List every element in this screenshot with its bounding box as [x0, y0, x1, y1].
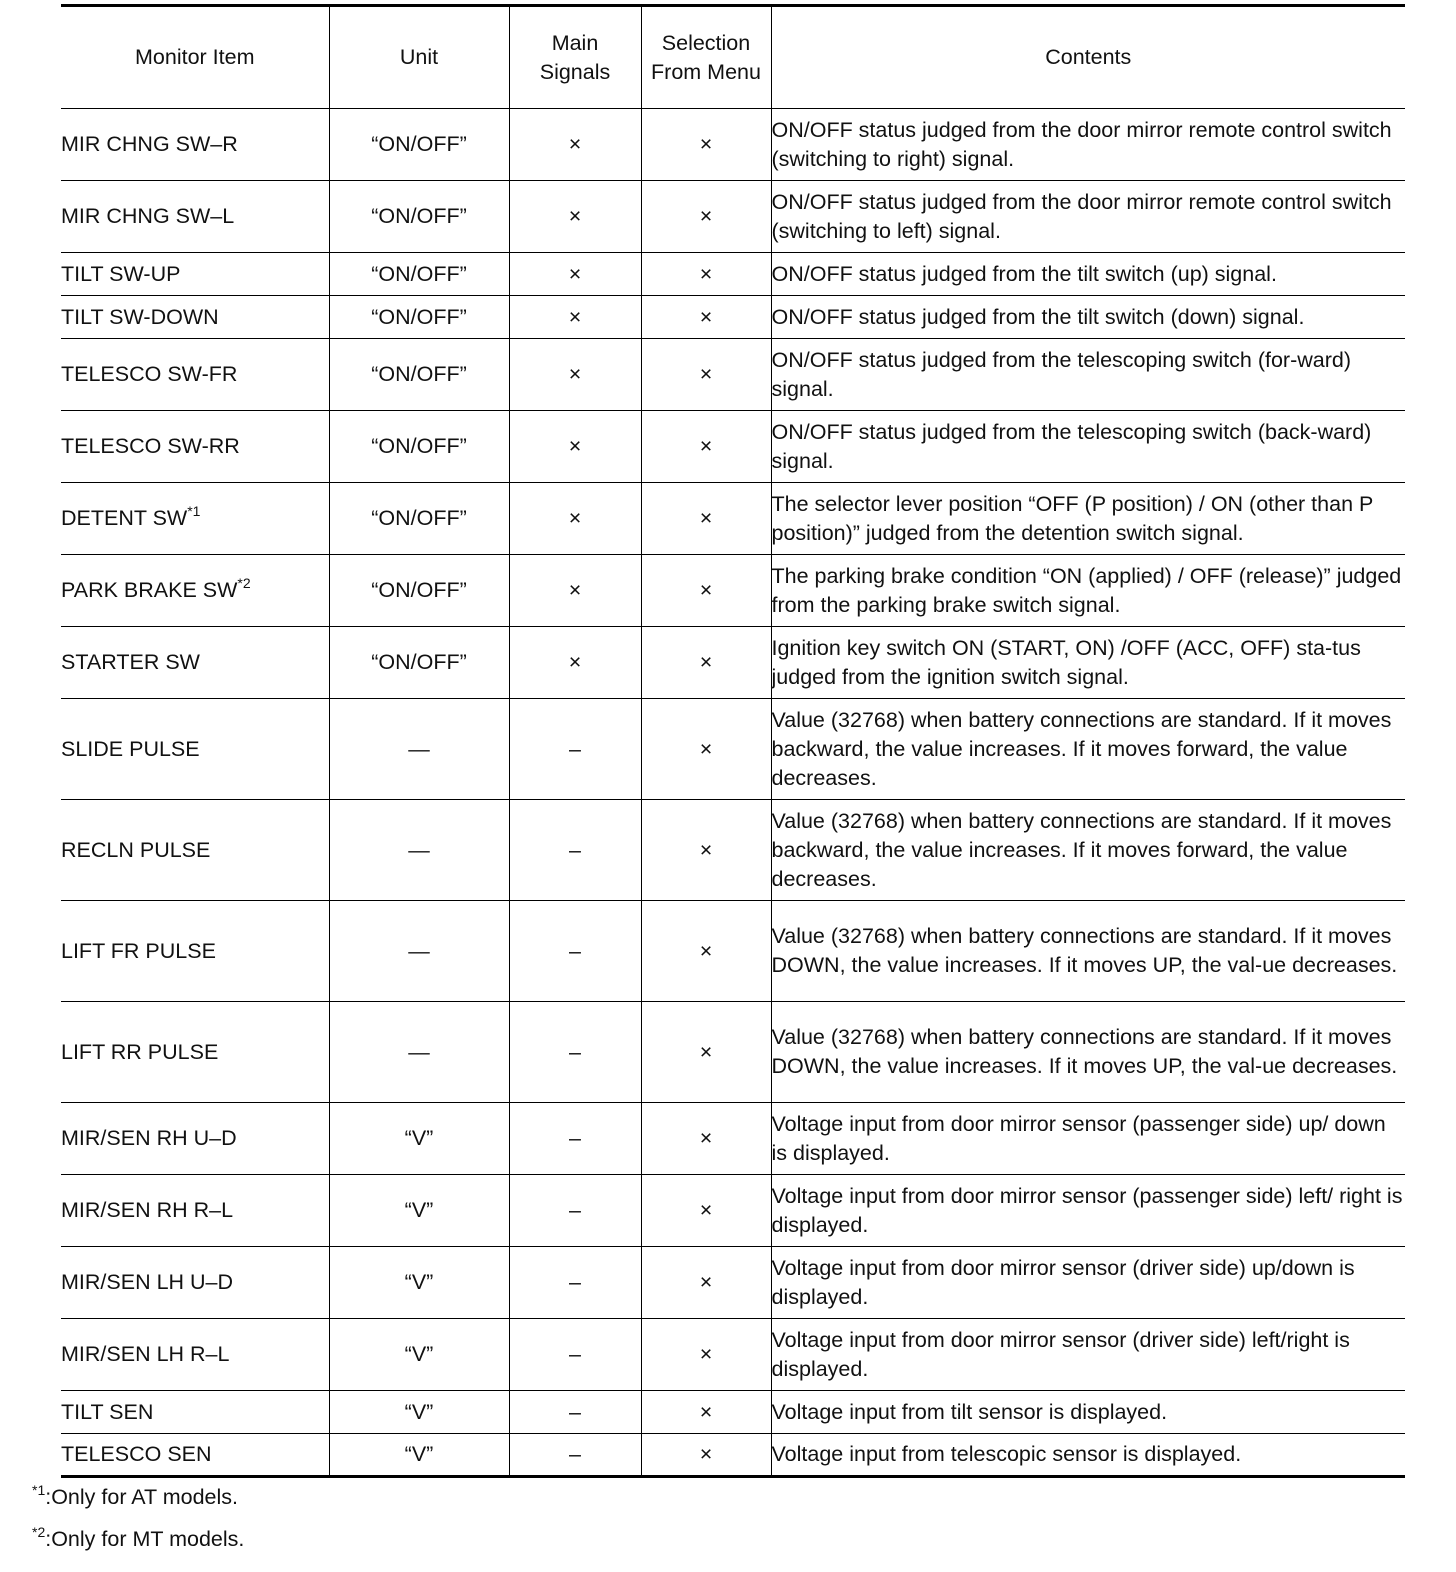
contents-cell: Voltage input from door mirror sensor (driver side) left/right is displayed.: [771, 1319, 1405, 1391]
table-row: [61, 339, 1405, 411]
unit-cell: —: [329, 699, 509, 800]
selection-cell: ×: [641, 901, 771, 1002]
contents-cell: ON/OFF status judged from the door mirror remote control switch (switching to left) signal.: [771, 181, 1405, 253]
table-row: [61, 253, 1405, 296]
table-row: [61, 555, 1405, 627]
main-signals-cell: –: [509, 699, 641, 800]
footnote-mt-models: [32, 1525, 244, 1554]
contents-cell: ON/OFF status judged from the telescoping switch (for-ward) signal.: [771, 339, 1405, 411]
table-row: [61, 1175, 1405, 1247]
selection-cell: ×: [641, 181, 771, 253]
main-signals-cell: ×: [509, 253, 641, 296]
selection-cell: ×: [641, 296, 771, 339]
unit-cell: “ON/OFF”: [329, 253, 509, 296]
selection-cell: ×: [641, 1434, 771, 1477]
selection-cell: ×: [641, 1175, 771, 1247]
monitor-item-cell: TELESCO SW-FR: [61, 339, 329, 411]
header-unit: Unit: [329, 6, 509, 109]
monitor-item-table: [61, 4, 1405, 1478]
main-signals-cell: ×: [509, 411, 641, 483]
table-row: [61, 699, 1405, 800]
unit-cell: “ON/OFF”: [329, 339, 509, 411]
table-row: [61, 1247, 1405, 1319]
table-row: [61, 109, 1405, 181]
main-signals-cell: –: [509, 1391, 641, 1434]
monitor-item-cell: MIR/SEN LH U–D: [61, 1247, 329, 1319]
main-signals-cell: ×: [509, 483, 641, 555]
main-signals-cell: ×: [509, 109, 641, 181]
unit-cell: —: [329, 1002, 509, 1103]
table-row: [61, 1391, 1405, 1434]
contents-cell: Voltage input from telescopic sensor is displayed.: [771, 1434, 1405, 1477]
selection-cell: ×: [641, 1002, 771, 1103]
header-selection-from-menu: Selection From Menu: [641, 6, 771, 109]
table-row: [61, 483, 1405, 555]
selection-cell: ×: [641, 339, 771, 411]
main-signals-cell: ×: [509, 627, 641, 699]
monitor-item-cell: TILT SW-UP: [61, 253, 329, 296]
unit-cell: “V”: [329, 1319, 509, 1391]
unit-cell: “ON/OFF”: [329, 627, 509, 699]
table-row: [61, 627, 1405, 699]
footnote-text: :Only for MT models.: [45, 1527, 245, 1551]
selection-cell: ×: [641, 483, 771, 555]
unit-cell: —: [329, 901, 509, 1002]
contents-cell: The selector lever position “OFF (P position) / ON (other than P position)” judged from the detention switch signal.: [771, 483, 1405, 555]
footnote-mark: *2: [32, 1524, 46, 1540]
main-signals-cell: ×: [509, 181, 641, 253]
contents-cell: Value (32768) when battery connections are standard. If it moves DOWN, the value increases. If it moves UP, the val-ue decreases.: [771, 901, 1405, 1002]
main-signals-cell: –: [509, 1175, 641, 1247]
unit-cell: “V”: [329, 1247, 509, 1319]
contents-cell: Voltage input from tilt sensor is displayed.: [771, 1391, 1405, 1434]
monitor-item-cell: LIFT RR PULSE: [61, 1002, 329, 1103]
footnote-mark: *1: [187, 503, 201, 519]
monitor-item-cell: STARTER SW: [61, 627, 329, 699]
main-signals-cell: –: [509, 800, 641, 901]
table-row: [61, 181, 1405, 253]
contents-cell: Ignition key switch ON (START, ON) /OFF (ACC, OFF) sta-tus judged from the ignition switch signal.: [771, 627, 1405, 699]
header-monitor-item: Monitor Item: [61, 6, 329, 109]
table-row: [61, 1002, 1405, 1103]
contents-cell: ON/OFF status judged from the telescoping switch (back-ward) signal.: [771, 411, 1405, 483]
table-row: [61, 800, 1405, 901]
contents-cell: Value (32768) when battery connections are standard. If it moves DOWN, the value increases. If it moves UP, the val-ue decreases.: [771, 1002, 1405, 1103]
main-signals-cell: ×: [509, 296, 641, 339]
selection-cell: ×: [641, 253, 771, 296]
footnote-at-models: [32, 1483, 238, 1512]
main-signals-cell: –: [509, 1247, 641, 1319]
monitor-item-cell: MIR CHNG SW–R: [61, 109, 329, 181]
monitor-item-cell: MIR/SEN RH R–L: [61, 1175, 329, 1247]
main-signals-cell: –: [509, 1319, 641, 1391]
monitor-item-cell: MIR/SEN LH R–L: [61, 1319, 329, 1391]
contents-cell: Voltage input from door mirror sensor (passenger side) left/ right is displayed.: [771, 1175, 1405, 1247]
contents-cell: ON/OFF status judged from the tilt switch (down) signal.: [771, 296, 1405, 339]
monitor-item-cell: SLIDE PULSE: [61, 699, 329, 800]
unit-cell: “ON/OFF”: [329, 555, 509, 627]
contents-cell: Value (32768) when battery connections are standard. If it moves backward, the value increases. If it moves forward, the value decreases.: [771, 800, 1405, 901]
monitor-item-cell: LIFT FR PULSE: [61, 901, 329, 1002]
contents-cell: ON/OFF status judged from the door mirror remote control switch (switching to right) signal.: [771, 109, 1405, 181]
main-signals-cell: –: [509, 1002, 641, 1103]
monitor-item-cell: DETENT SW$^{*1}$: [61, 483, 329, 555]
main-signals-cell: –: [509, 1434, 641, 1477]
unit-cell: —: [329, 800, 509, 901]
table-row: [61, 1103, 1405, 1175]
table-body: [61, 109, 1405, 1477]
selection-cell: ×: [641, 1247, 771, 1319]
selection-cell: ×: [641, 555, 771, 627]
unit-cell: “V”: [329, 1434, 509, 1477]
selection-cell: ×: [641, 1103, 771, 1175]
contents-cell: Voltage input from door mirror sensor (passenger side) up/ down is displayed.: [771, 1103, 1405, 1175]
unit-cell: “ON/OFF”: [329, 411, 509, 483]
contents-cell: Value (32768) when battery connections are standard. If it moves backward, the value increases. If it moves forward, the value decreases.: [771, 699, 1405, 800]
unit-cell: “ON/OFF”: [329, 483, 509, 555]
main-signals-cell: ×: [509, 339, 641, 411]
table-row: [61, 1434, 1405, 1477]
unit-cell: “V”: [329, 1175, 509, 1247]
monitor-item-cell: MIR CHNG SW–L: [61, 181, 329, 253]
table-row: [61, 1319, 1405, 1391]
table-row: [61, 296, 1405, 339]
unit-cell: “V”: [329, 1103, 509, 1175]
main-signals-cell: –: [509, 901, 641, 1002]
unit-cell: “ON/OFF”: [329, 181, 509, 253]
monitor-item-cell: TELESCO SEN: [61, 1434, 329, 1477]
contents-cell: ON/OFF status judged from the tilt switch (up) signal.: [771, 253, 1405, 296]
contents-cell: The parking brake condition “ON (applied) / OFF (release)” judged from the parking brake switch signal.: [771, 555, 1405, 627]
selection-cell: ×: [641, 1391, 771, 1434]
footnote-mark: *1: [32, 1482, 46, 1498]
monitor-item-cell: MIR/SEN RH U–D: [61, 1103, 329, 1175]
footnote-mark: *2: [237, 575, 251, 591]
selection-cell: ×: [641, 800, 771, 901]
table-header-row: [61, 6, 1405, 109]
unit-cell: “ON/OFF”: [329, 296, 509, 339]
header-contents: Contents: [771, 6, 1405, 109]
contents-cell: Voltage input from door mirror sensor (driver side) up/down is displayed.: [771, 1247, 1405, 1319]
main-signals-cell: –: [509, 1103, 641, 1175]
monitor-item-cell: TELESCO SW-RR: [61, 411, 329, 483]
monitor-item-cell: TILT SEN: [61, 1391, 329, 1434]
selection-cell: ×: [641, 109, 771, 181]
monitor-item-cell: PARK BRAKE SW$^{*2}$: [61, 555, 329, 627]
table-row: [61, 901, 1405, 1002]
selection-cell: ×: [641, 699, 771, 800]
footnote-text: :Only for AT models.: [45, 1485, 239, 1509]
selection-cell: ×: [641, 627, 771, 699]
unit-cell: “V”: [329, 1391, 509, 1434]
main-signals-cell: ×: [509, 555, 641, 627]
monitor-item-cell: TILT SW-DOWN: [61, 296, 329, 339]
monitor-item-cell: RECLN PULSE: [61, 800, 329, 901]
unit-cell: “ON/OFF”: [329, 109, 509, 181]
table-row: [61, 411, 1405, 483]
header-main-signals: Main Signals: [509, 6, 641, 109]
selection-cell: ×: [641, 411, 771, 483]
selection-cell: ×: [641, 1319, 771, 1391]
